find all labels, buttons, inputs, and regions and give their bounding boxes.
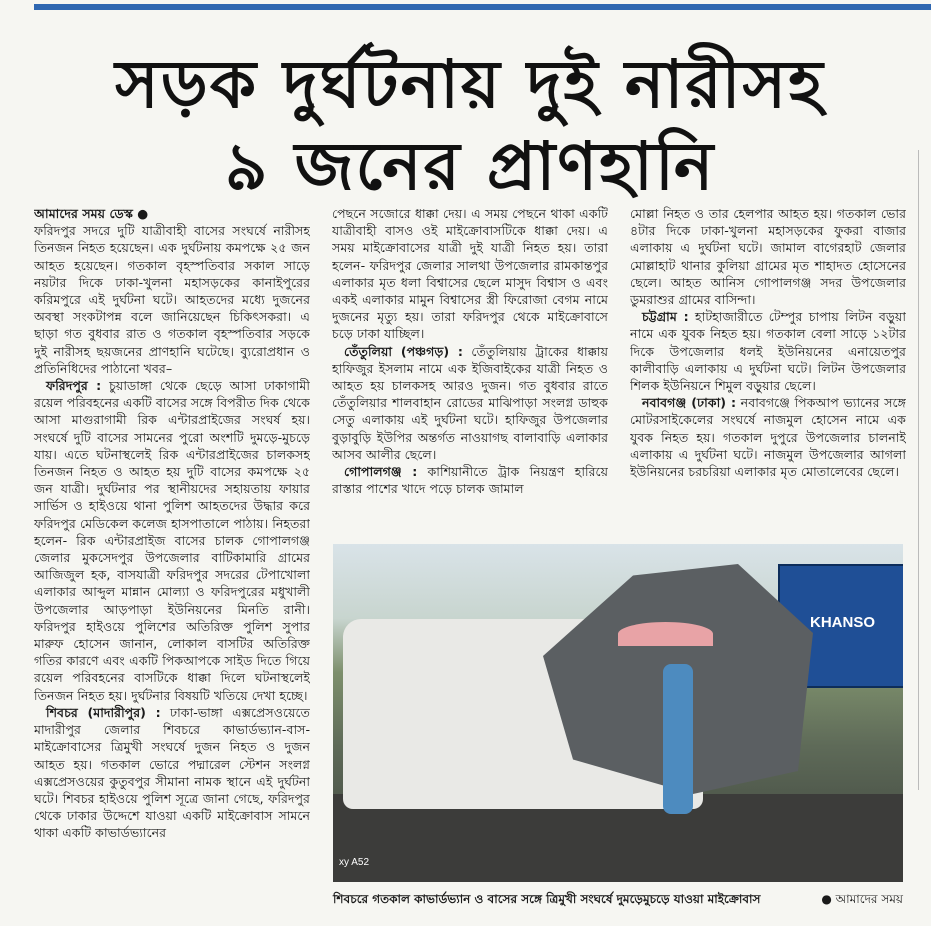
accident-photo <box>333 544 903 882</box>
caption-credit: ● আমাদের সময় <box>821 892 903 906</box>
photo-caption <box>333 891 903 907</box>
faridpur-paragraph: চুয়াডাঙ্গা থেকে ছেড়ে আসা ঢাকাগামী রয়েল পরিবহনের একটি বাসের সঙ্গে বিপরীত দিক থেকে আসা মাগুরাগামী রিক এন্টারপ্রাইজের সংঘর্ষ হয়। সংঘর্ষে দুটি বাসের সামনের পুরো অংশটি দুমড়ে-মুচড়ে যায়। এতে ঘটনাস্থলেই রিক এন্টারপ্রাইজের চালকসহ তিনজন নিহত ও আহত হয় দুটি বাসের কমপক্ষে ২৫ জন যাত্রী। দুর্ঘটনার পর স্থানীয়দের সহায়তায় ফায়ার সার্ভিস ও হাইওয়ে থানা পুলিশ আহতদের উদ্ধার করে ফরিদপুর মেডিকেল কলেজ হাসপাতালে পাঠায়। নিহতরা হলেন- রিক এন্টারপ্রাইজ বাসের চালক গোপালগঞ্জ জেলার মুকসেদপুর উপজেলার বাটিকামারি গ্রামের আজিজুল হক, বাসযাত্রী ফরিদপুর সদরের টেপাখোলা এলাকার আব্দুল মান্নান মোল্যা ও ফরিদপুরের মধুখালী উপজেলার আড়পাড়া ইউনিয়নের মিনতি রানী। ফরিদপুর হাইওয়ে পুলিশের অতিরিক্ত পুলিশ সুপার মারুফ হোসেন জানান, লোকাল বাসটির অতিরিক্ত গতির কারণে এবং একটি পিকআপকে সাইড দিতে গিয়ে রয়েল পরিবহনের বাসটিকে ধাক্কা দিলে ঘটনাস্থলেই তিনজন নিহত হয়। দুর্ঘটনার বিষয়টি খতিয়ে দেখা হচ্ছে। <box>34 378 310 703</box>
gopalganj-paragraph: কাশিয়ানীতে ট্রাক নিয়ন্ত্রণ হারিয়ে রাস্তার পাশের খাদে পড়ে চালক জামাল <box>332 464 608 497</box>
umbrella <box>618 622 713 646</box>
faridpur-label: ফরিদপুর : <box>46 378 102 394</box>
shibchar-label: শিবচর (মাদারীপুর) : <box>46 704 161 720</box>
byline: আমাদের সময় ডেস্ক ● <box>34 206 149 221</box>
tetulia-paragraph: তেঁতুলিয়ায় ট্রাকের ধাক্কায় হাফিজুর ইসলাম নামে এক ইজিবাইকের যাত্রী নিহত ও আহত হয় চালকসহ আরও দুজন। গত বুধবার রাতে তেঁতুলিয়ার শালবাহান রোডের মাঝিপাড়া সংলগ্ন ডাহুক সেতু এলাকায় এই দুর্ঘটনা ঘটে। হাফিজুর উপজেলার বুড়াবুড়ি ইউপির অন্তর্গত নাওয়াগছ বালাবাড়ি এলাকার আসব আলীর ছেলে। <box>332 343 608 462</box>
top-rule <box>34 4 931 10</box>
adjacent-article-edge <box>918 150 931 790</box>
caption-text: শিবচরে গতকাল কাভার্ডভ্যান ও বাসের সঙ্গে ত্রিমুখী সংঘর্ষে দুমড়েমুচড়ে যাওয়া মাইক্রোবাস <box>333 892 761 906</box>
intro-paragraph: ফরিদপুর সদরে দুটি যাত্রীবাহী বাসের সংঘর্ষে নারীসহ তিনজন নিহত হয়েছেন। এক দুর্ঘটনায় কমপক্ষে ২৫ জন আহত হয়েছেন। গতকাল বৃহস্পতিবার সকাল সাড়ে নয়টার দিকে ঢাকা-খুলনা মহাসড়কের কানাইপুরের করিমপুরে এই দুর্ঘটনা ঘটে। আহতদের মধ্যে দুজনের অবস্থা সংকটাপন্ন বলে জানিয়েছেন চিকিৎসকরা। এ ছাড়া গত বুধবার রাত ও গতকাল বৃহস্পতিবার সড়কে দুই নারীসহ ছয়জনের প্রাণহানি ঘটেছে। ব্যুরোপ্রধান ও প্রতিনিধিদের পাঠানো খবর– <box>34 223 310 376</box>
column-2-continuation: পেছনে সজোরে ধাক্কা দেয়। এ সময় পেছনে থাকা একটি যাত্রীবাহী বাসও ওই মাইক্রোবাসটিকে ধাক্কা দেয়। এ সময় মাইক্রোবাসের যাত্রী দুই যাত্রী নিহত হয়। তারা হলেন- ফরিদপুর জেলার সালথা উপজেলার রামকান্তপুর এলাকার মৃত ধলা বিশ্বাসের ছেলে মাসুদ বিশ্বাস ও এবং একই এলাকার মামুন বিশ্বাসের স্ত্রী ফিরোজা বেগম নামে দুজনের মৃত্যু হয়। তারা ফরিদপুর থেকে মাইক্রোবাসে চড়ে ঢাকা যাচ্ছিল। <box>332 206 608 342</box>
article-column-2 <box>332 205 608 527</box>
headline-line-2: ৯ জনের প্রাণহানি <box>224 128 716 205</box>
gopalganj-label: গোপালগঞ্জ : <box>344 464 418 480</box>
chattogram-label: চট্টগ্রাম : <box>642 309 689 325</box>
column-3-continuation: মোল্লা নিহত ও তার হেলপার আহত হয়। গতকাল ভোর ৪টার দিকে ঢাকা-খুলনা মহাসড়কের ফুকরা বাজার এলাকায় এ দুর্ঘটনা ঘটে। জামাল বাগেরহাট জেলার মোল্লাহাট থানার কুলিয়া গ্রামের মৃত শাহাদত হোসেনের ছেলে। আহত আনিস গোপালগঞ্জ সদর উপজেলার ডুমরাশুর গ্রামের বাসিন্দা। <box>630 206 906 308</box>
chattogram-paragraph: হাটহাজারীতে টেম্পুর চাপায় লিটন বড়ুয়া নামে এক যুবক নিহত হয়। গতকাল বেলা সাড়ে ১২টার দিকে উপজেলার ধলই ইউনিয়নের এনায়েতপুর কালীবাড়ি এলাকায় এ দুর্ঘটনা ঘটে। লিটন উপজেলার শিলক ইউনিয়নে শিমুল বড়ুয়ার ছেলে। <box>630 309 906 394</box>
article-column-1 <box>34 205 310 920</box>
bystander <box>663 664 693 814</box>
nawabganj-label: নবাবগঞ্জ (ঢাকা) : <box>642 395 737 411</box>
camera-watermark: xy A52 <box>339 857 370 868</box>
tetulia-label: তেঁতুলিয়া (পঞ্চগড়) : <box>344 343 463 359</box>
article-column-3 <box>630 205 906 527</box>
headline-line-1: সড়ক দুর্ঘটনায় দুই নারীসহ <box>115 46 825 123</box>
truck-text: KHANSO <box>810 614 876 631</box>
shibchar-paragraph: ঢাকা-ভাঙ্গা এক্সপ্রেসওয়েতে মাদারীপুর জেলার শিবচরে কাভার্ডভ্যান-বাস-মাইক্রোবাসের ত্রিমুখী সংঘর্ষে দুজন নিহত ও দুজন আহত হয়। গতকাল ভোরে পদ্মারেল স্টেশন সংলগ্ন এক্সপ্রেসওয়ের কুতুবপুর সীমানা নামক স্থানে এই দুর্ঘটনা ঘটে। শিবচর হাইওয়ে পুলিশ সূত্রে জানা গেছে, ফরিদপুর থেকে ঢাকার উদ্দেশে যাওয়া একটি মাইক্রোবাস সামনে থাকা একটি কাভার্ডভ্যানের <box>34 704 310 841</box>
nawabganj-paragraph: নবাবগঞ্জে পিকআপ ভ্যানের সঙ্গে মোটরসাইকেলের সংঘর্ষে নাজমুল হোসেন নামে এক যুবক নিহত হয়। গতকাল দুপুরে উপজেলার চালনাই এলাকায় এ দুর্ঘটনা ঘটে। নাজমুল উপজেলার আগলা ইউনিয়নের চরচরিয়া এলাকার মৃত মোতালেবের ছেলে। <box>630 395 906 480</box>
